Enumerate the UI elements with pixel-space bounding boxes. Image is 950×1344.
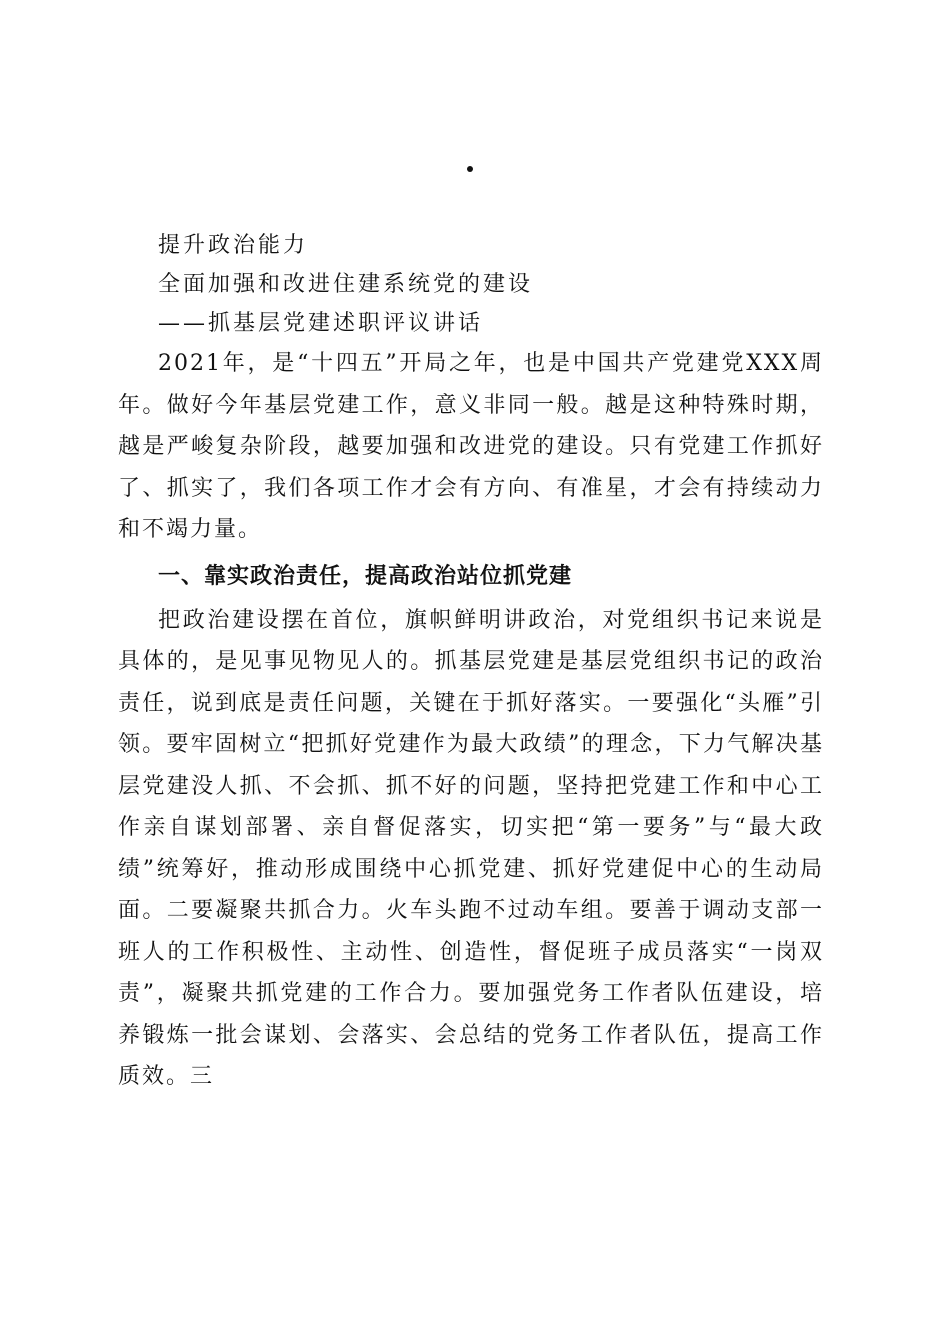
section-heading-1: 一、靠实政治责任，提高政治站位抓党建 [158,563,573,589]
document-body [118,226,824,1098]
document-title: 提升政治能力 [158,233,309,258]
document-occasion-line: ——抓基层党建述职评议讲话 [158,311,484,336]
document-subtitle: 全面加强和改进住建系统党的建设 [158,272,534,297]
header-dot-mark [467,166,473,172]
section-1-paragraph: 把政治建设摆在首位，旗帜鲜明讲政治，对党组织书记来说是具体的，是见事见物见人的。抓基层党建是基层党组织书记的政治责任，说到底是责任问题，关键在于抓好落实。一要强化“头雁”引领。要牢固树立“把抓好党建作为最大政绩”的理念，下力气解决基层党建没人抓、不会抓、抓不好的问题，坚持把党建工作和中心工作亲自谋划部署、亲自督促落实，切实把“第一要务”与“最大政绩”统筹好，推动形成围绕中心抓党建、抓好党建促中心的生动局面。二要凝聚共抓合力。火车头跑不过动车组。要善于调动支部一班人的工作积极性、主动性、创造性，督促班子成员落实“一岗双责”，凝聚共抓党建的工作合力。要加强党务工作者队伍建设，培养锻炼一批会谋划、会落实、会总结的党务工作者队伍，提高工作质效。三 [118,607,824,1089]
intro-paragraph: 2021年，是“十四五”开局之年，也是中国共产党建党XXX周年。做好今年基层党建工作，意义非同一般。越是这种特殊时期，越是严峻复杂阶段，越要加强和改进党的建设。只有党建工作抓好了、抓实了，我们各项工作才会有方向、有准星，才会有持续动力和不竭力量。 [118,351,824,542]
